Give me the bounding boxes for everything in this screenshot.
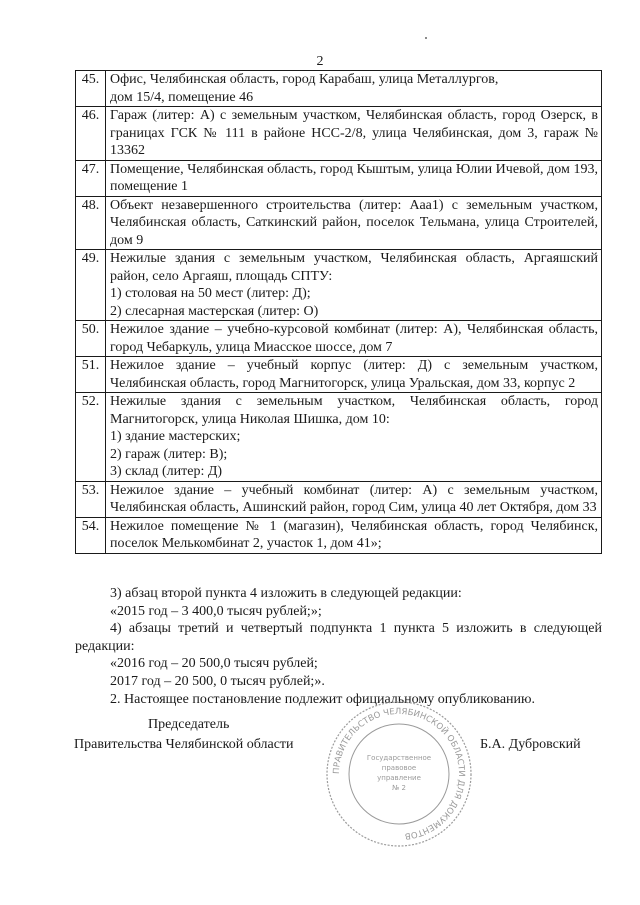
seal-center-line: Государственное xyxy=(366,754,432,762)
seal-ring-text: ПРАВИТЕЛЬСТВО ЧЕЛЯБИНСКОЙ ОБЛАСТИ ДЛЯ ДОКУМЕНТОВ xyxy=(331,706,467,841)
amendments-block xyxy=(75,585,602,708)
amendment-paragraph: 3) абзац второй пункта 4 изложить в следующей редакции: xyxy=(110,586,462,601)
signatory-position-line2: Правительства Челябинской области xyxy=(74,737,294,752)
property-row xyxy=(76,481,602,517)
amendment-paragraph: 2. Настоящее постановление подлежит официальному опубликованию. xyxy=(110,691,535,707)
property-row-description xyxy=(106,107,602,161)
property-description-line: Нежилое здание – учебный комбинат (литер: А) с земельным участком, Челябинская область, Ашинский район, город Сим, улица 40 лет Октября, дом 33 xyxy=(110,482,598,515)
property-description-line: 3) склад (литер: Д) xyxy=(110,464,223,479)
amendment-paragraph: «2016 год – 20 500,0 тысяч рублей; xyxy=(110,656,318,672)
property-description-line: Нежилые здания с земельным участком, Челябинская область, город Магнитогорск, улица Николая Шишка, дом 10: xyxy=(110,394,598,427)
property-list-body xyxy=(76,71,602,554)
property-description-line: 1) здание мастерских; xyxy=(110,429,241,444)
amendment-paragraph: 2017 год – 20 500, 0 тысяч рублей;». xyxy=(110,673,325,689)
property-description-line: 2) гараж (литер: В); xyxy=(110,446,228,462)
property-row-description xyxy=(106,393,602,482)
property-list-table xyxy=(75,70,602,554)
property-description-line: Нежилые здания с земельным участком, Челябинская область, Аргаяшский район, село Аргаяш, площадь СПТУ: xyxy=(110,251,598,284)
property-row-description xyxy=(106,196,602,250)
property-row xyxy=(76,357,602,393)
property-row-number: 54. xyxy=(76,517,106,553)
property-description-line: Нежилое здание – учебный корпус (литер: Д) с земельным участком, Челябинская область, город Магнитогорск, улица Уральская, дом 33, корпус 2 xyxy=(110,358,598,391)
property-row-number: 51. xyxy=(76,357,106,393)
property-row-number: 48. xyxy=(76,196,106,250)
signatory-position-line1: Председатель xyxy=(148,717,230,732)
amendment-paragraph: «2015 год – 3 400,0 тысяч рублей;»; xyxy=(110,603,322,619)
property-row xyxy=(76,321,602,357)
property-description-line: Объект незавершенного строительства (литер: Ааа1) с земельным участком, Челябинская область, Саткинский район, поселок Тельмана, улица Строителей, дом 9 xyxy=(110,197,598,248)
property-row-description xyxy=(106,481,602,517)
seal-center-text xyxy=(367,754,431,792)
property-row xyxy=(76,71,602,107)
property-row-number: 47. xyxy=(76,160,106,196)
property-row-number: 52. xyxy=(76,393,106,482)
property-row-number: 46. xyxy=(76,107,106,161)
property-row-number: 53. xyxy=(76,481,106,517)
property-row-number: 45. xyxy=(76,71,106,107)
property-row xyxy=(76,393,602,482)
amendment-paragraph: 4) абзацы третий и четвертый подпункта 1 пункта 5 изложить в следующей редакции: xyxy=(75,621,602,654)
official-seal xyxy=(323,698,475,850)
property-row xyxy=(76,196,602,250)
property-description-line: 2) слесарная мастерская (литер: О) xyxy=(110,303,319,319)
property-row xyxy=(76,517,602,553)
scan-speck xyxy=(425,37,427,39)
property-description-line: Нежилое помещение № 1 (магазин), Челябинская область, город Челябинск, поселок Мелькомбинат 2, участок 1, дом 41»; xyxy=(110,518,598,551)
signatory-name: Б.А. Дубровский xyxy=(480,737,581,752)
property-description-line: Нежилое здание – учебно-курсовой комбинат (литер: А), Челябинская область, город Чебаркуль, улица Миасское шоссе, дом 7 xyxy=(110,322,598,355)
property-row-number: 50. xyxy=(76,321,106,357)
property-row-description xyxy=(106,517,602,553)
seal-center-line: № 2 xyxy=(392,784,406,792)
property-row xyxy=(76,107,602,161)
property-description-line: 1) столовая на 50 мест (литер: Д); xyxy=(110,286,311,301)
property-row-number: 49. xyxy=(76,250,106,321)
property-row-description xyxy=(106,250,602,321)
property-description-line: Гараж (литер: А) с земельным участком, Челябинская область, город Озерск, в границах ГСК № 111 в районе НСС-2/8, улица Челябинская, дом 3, гараж № 13362 xyxy=(110,108,598,158)
property-row-description xyxy=(106,357,602,393)
property-row-description xyxy=(106,321,602,357)
property-description-line: дом 15/4, помещение 46 xyxy=(110,89,254,105)
property-description-line: Офис, Челябинская область, город Карабаш, улица Металлургов, xyxy=(110,72,499,87)
property-row xyxy=(76,250,602,321)
property-description-line: Помещение, Челябинская область, город Кыштым, улица Юлии Ичевой, дом 193, помещение 1 xyxy=(110,161,598,194)
property-row-description xyxy=(106,71,602,107)
page-number: 2 xyxy=(316,54,324,69)
property-row xyxy=(76,160,602,196)
seal-center-line: управление xyxy=(377,774,421,782)
property-row-description xyxy=(106,160,602,196)
seal-center-line: правовое xyxy=(381,764,417,772)
